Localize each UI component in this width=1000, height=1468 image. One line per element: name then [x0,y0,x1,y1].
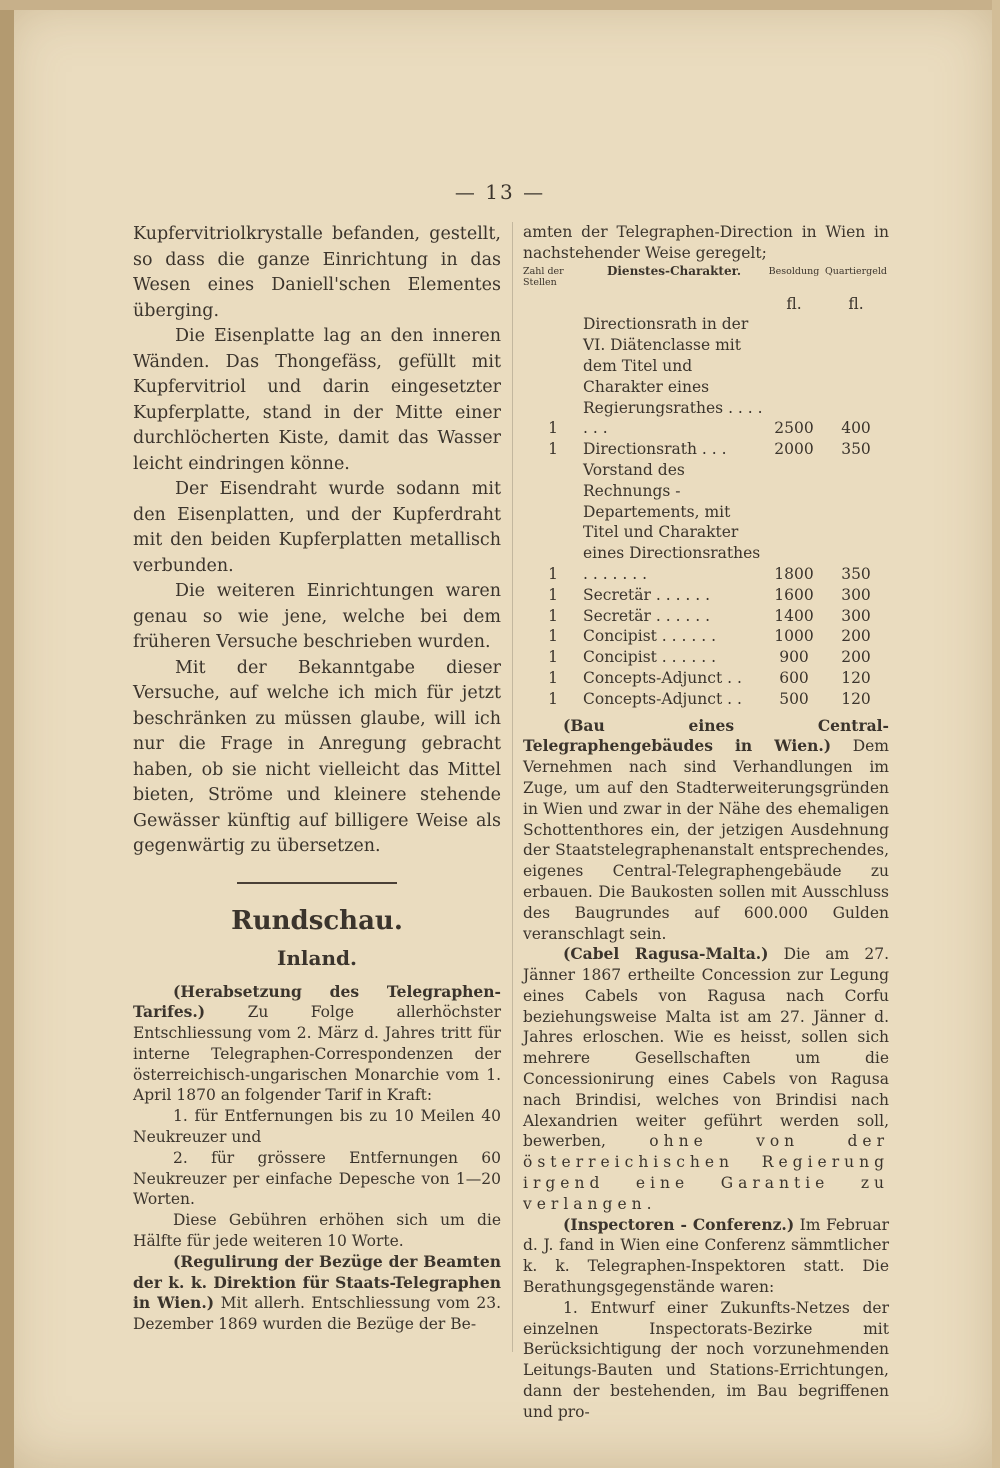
cell-count: 1 [548,440,558,459]
cell-salary: 600 [779,668,809,687]
paragraph-3: Der Eisendraht wurde sodann mit den Eisenplatten, und der Kupferdraht mit den beiden Kupferplatten metallisch verbunden. [133,479,501,576]
page-number: — 13 — [454,180,546,204]
cabel-paragraph [523,944,889,1214]
table-row [523,689,889,710]
cell-count: 1 [548,648,558,667]
cell-salary: fl. [786,294,802,313]
regulation-paragraph [133,1252,501,1335]
cabel-spaced-text: ohne von der österreichischen Regierung irgend eine Garantie zu verlangen. [523,1132,889,1213]
cell-quarters: fl. [848,294,864,313]
salary-table-header [523,266,889,294]
cell-desc: Vorstand des Rechnungs - Departements, mit Titel und Charakter eines Directionsrathes . . . . . . . [583,460,761,583]
cell-salary: 900 [779,648,809,667]
cell-count [523,294,583,315]
cell-quarters: 350 [841,440,871,459]
inspectoren-title: (Inspectoren - Conferenz.) [563,1214,795,1234]
paragraph-1: Kupfervitriolkrystalle befanden, gestellt, so dass die ganze Einrichtung in das Wesen eines Daniell'schen Elementes überging. [133,224,501,321]
page-top-edge [0,0,1000,10]
inspectoren-item-1: 1. Entwurf einer Zukunfts-Netzes der einzelnen Inspectorats-Bezirke mit Berücksichtigung der noch vorzunehmenden Leitungs-Bauten und Stations-Errichtungen, dann der bestehenden, im Bau begriffenen und pro- [523,1298,889,1421]
bau-text: Dem Vernehmen nach sind Verhandlungen im Zuge, um auf den Stadterweiterungsgründen in Wien und zwar in der Nähe des ehemaligen Schottenthores ein, der jetzigen Ausdehnung der Staatstelegraphenanstalt entsprechendes, eigenes Central-Telegraphengebäude zu erbauen. Die Baukosten sollen mit Ausschluss des Baugrundes auf 600.000 Gulden veranschlagt sein. [523,737,889,943]
section-heading: Rundschau. [231,905,403,936]
cell-quarters: 120 [841,689,871,708]
bau-title: (Bau eines Central-Telegraphengebäudes in Wien.) [523,715,889,756]
cell-quarters: 120 [841,668,871,687]
cell-salary: 1000 [774,627,814,646]
right-column [523,222,889,1423]
table-row [523,460,889,585]
header-quarters: Quartiergeld [825,265,887,277]
cell-desc: Concipist . . . . . . [583,627,716,646]
cell-desc: Directionsrath . . . [583,440,727,459]
page-right-edge [992,0,1000,1468]
cell-desc: Concipist . . . . . . [583,648,716,667]
header-count: Zahl der Stellen [523,265,564,288]
inspectoren-paragraph [523,1215,889,1298]
inspectoren-text: Im Februar d. J. fand in Wien eine Conferenz sämmtlicher k. k. Telegraphen-Inspektoren statt. Die Berathungsgegenstände waren: [523,1215,889,1297]
cell-quarters: 300 [841,585,871,604]
fees-paragraph: Diese Gebühren erhöhen sich um die Hälfte für jede weiteren 10 Worte. [133,1211,501,1251]
cell-count: 1 [548,627,558,646]
table-row [523,626,889,647]
tarif-item-2: 2. für grössere Entfernungen 60 Neukreuzer per einfache Depesche von 1—20 Worten. [133,1148,501,1209]
cell-salary: 500 [779,689,809,708]
table-row [523,606,889,627]
header-salary: Besoldung [768,265,820,277]
paragraph-4: Die weiteren Einrichtungen waren genau so wie jene, welche bei dem früheren Versuche beschrieben wurden. [133,581,501,652]
cell-salary: 1600 [774,585,814,604]
cell-desc: Secretär . . . . . . [583,585,711,604]
tarif-title: (Herabsetzung des Telegraphen-Tarifes.) [133,981,501,1022]
table-row [523,668,889,689]
page-left-edge [0,0,14,1468]
table-row [523,647,889,668]
cell-quarters: 200 [841,648,871,667]
tarif-item-1: 1. für Entfernungen bis zu 10 Meilen 40 Neukreuzer und [133,1107,501,1147]
cell-quarters: 200 [841,627,871,646]
table-unit-row [523,294,889,315]
regulation-title: (Regulirung der Bezüge der Beamten der k. k. Direktion für Staats-Telegraphen in Wien.) [133,1251,501,1313]
cell-count: 1 [548,585,558,604]
cell-desc: Concepts-Adjunct . . [583,689,742,708]
cell-salary: 1800 [774,564,814,583]
cell-count: 1 [548,564,558,583]
salary-table [523,263,889,710]
header-character: Dienstes-Charakter. [606,263,742,278]
cell-salary: 2500 [774,419,814,438]
table-row [523,439,889,460]
cell-desc: Directionsrath in der VI. Diätenclasse mit dem Titel und Charakter eines Regierungsrathes . . . . . . . [583,315,763,438]
regulation-text: Mit allerh. Entschliessung vom 23. Dezember 1869 wurden die Bezüge der Be- [133,1294,501,1334]
tarif-text: Zu Folge allerhöchster Entschliessung vom 2. März d. Jahres tritt für interne Telegraphen-Correspondenzen der österreichisch-ungarischen Monarchie vom 1. April 1870 an folgender Tarif in Kraft: [133,1003,501,1105]
cell-count: 1 [548,606,558,625]
cell-quarters: 350 [841,564,871,583]
cell-desc: Concepts-Adjunct . . [583,668,742,687]
cabel-text: Die am 27. Jänner 1867 ertheilte Concession zur Legung eines Cabels von Ragusa nach Corfu beziehungsweise Malta ist am 27. Jänner d. Jahres erloschen. Wie es heisst, sollen sich mehrere Gesellschaften um die Concessionirung eines Cabels von Ragusa nach Brindisi, welches von Brindisi nach Alexandrien weiter geführt werden soll, bewerben, [523,945,889,1151]
table-row [523,314,889,439]
section-subheading: Inland. [277,945,357,970]
cell-salary: 2000 [774,440,814,459]
left-column [133,222,501,1335]
cell-desc: Secretär . . . . . . [583,606,711,625]
cell-count: 1 [548,419,558,438]
section-rule [237,882,397,884]
cabel-title: (Cabel Ragusa-Malta.) [563,944,769,964]
tarif-paragraph [133,982,501,1107]
cell-quarters: 400 [841,419,871,438]
cell-desc [583,294,765,315]
paragraph-2: Die Eisenplatte lag an den inneren Wänden. Das Thongefäss, gefüllt mit Kupfervitriol und darin eingesetzter Kupferplatte, stand in der Mitte einer durchlöcherten Kiste, damit das Wasser leicht eindringen könne. [133,326,501,474]
table-row [523,585,889,606]
cell-count: 1 [548,689,558,708]
cell-quarters: 300 [841,606,871,625]
bau-paragraph [523,716,889,945]
paragraph-5: Mit der Bekanntgabe dieser Versuche, auf welche ich mich für jetzt beschränken zu müssen glaube, will ich nur die Frage in Anregung gebracht haben, ob sie nicht vielleicht das Mittel bieten, Ströme und kleinere stehende Gewässer künftig auf billigere Weise als gegenwärtig zu übersetzen. [133,657,501,856]
intro-paragraph: amten der Telegraphen-Direction in Wien in nachstehender Weise geregelt; [523,223,889,262]
column-divider [512,222,513,1352]
cell-salary: 1400 [774,606,814,625]
cell-count: 1 [548,668,558,687]
